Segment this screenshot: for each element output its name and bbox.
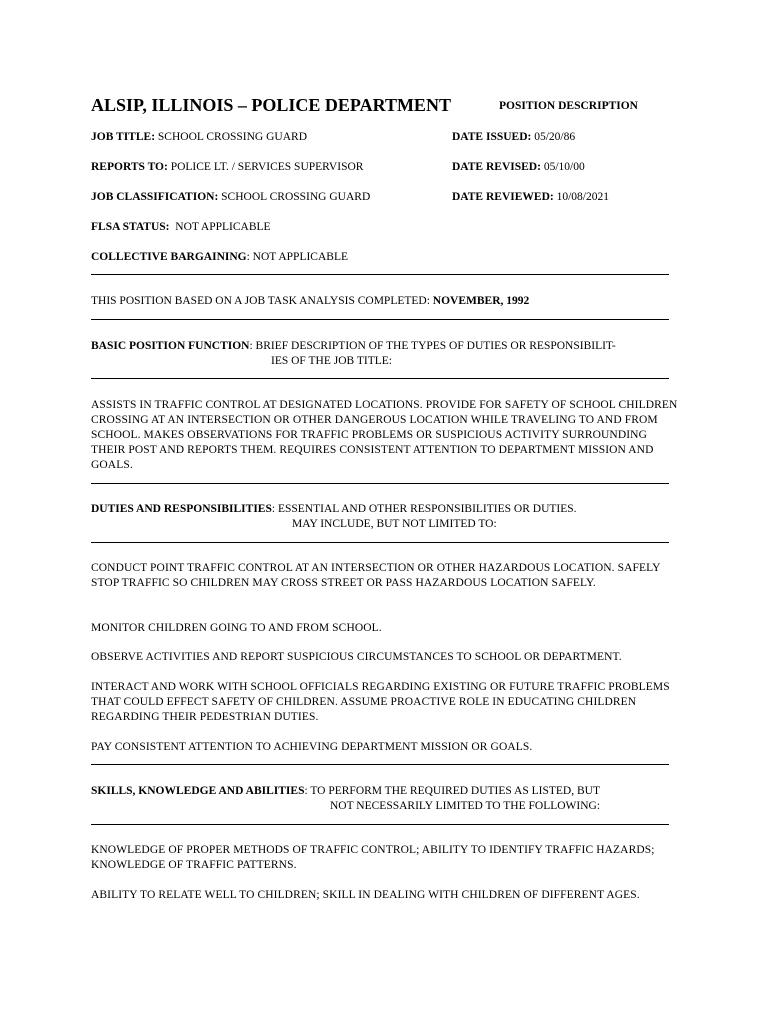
divider xyxy=(91,378,669,379)
job-title-field xyxy=(91,130,307,144)
collective-bargaining-field xyxy=(91,250,348,264)
list-item: OBSERVE ACTIVITIES AND REPORT SUSPICIOUS CIRCUMSTANCES TO SCHOOL OR DEPARTMENT. xyxy=(91,651,622,663)
list-item: MONITOR CHILDREN GOING TO AND FROM SCHOOL. xyxy=(91,622,382,634)
list-item: INTERACT AND WORK WITH SCHOOL OFFICIALS REGARDING EXISTING OR FUTURE TRAFFIC PROBLEMS THAT COULD EFFECT SAFETY OF CHILDREN. ASSUME PROACTIVE ROLE IN EDUCATING CHILDREN REGARDING THEIR PEDESTRIAN DUTIES. xyxy=(91,681,670,723)
document-type: POSITION DESCRIPTION xyxy=(499,100,638,112)
date-revised-field xyxy=(452,160,585,174)
divider xyxy=(91,483,669,484)
reports-to-label: REPORTS TO: xyxy=(91,161,168,173)
date-issued-label: DATE ISSUED: xyxy=(452,131,532,143)
basic-function-heading xyxy=(91,339,616,353)
task-analysis-text: THIS POSITION BASED ON A JOB TASK ANALYSIS COMPLETED: xyxy=(91,295,433,307)
flsa-status-value: NOT APPLICABLE xyxy=(169,221,271,233)
duties-heading xyxy=(91,502,577,516)
basic-function-description-cont: IES OF THE JOB TITLE: xyxy=(271,355,392,367)
skills-description-cont: NOT NECESSARILY LIMITED TO THE FOLLOWING: xyxy=(330,800,601,812)
skills-heading xyxy=(91,784,600,798)
task-analysis-date: NOVEMBER, 1992 xyxy=(432,295,530,307)
job-classification-field xyxy=(91,190,370,204)
list-item: CONDUCT POINT TRAFFIC CONTROL AT AN INTERSECTION OR OTHER HAZARDOUS LOCATION. SAFELY STOP TRAFFIC SO CHILDREN MAY CROSS STREET OR PASS HAZARDOUS LOCATION SAFELY. xyxy=(91,562,661,589)
date-reviewed-field xyxy=(452,190,609,204)
date-reviewed-value: 10/08/2021 xyxy=(553,191,609,203)
duties-description: : ESSENTIAL AND OTHER RESPONSIBILITIES OR DUTIES. xyxy=(271,503,577,515)
job-classification-label: JOB CLASSIFICATION: xyxy=(91,191,219,203)
date-revised-value: 05/10/00 xyxy=(540,161,585,173)
divider xyxy=(91,319,669,320)
job-title-label: JOB TITLE: xyxy=(91,131,156,143)
flsa-status-field xyxy=(91,220,271,234)
list-item: PAY CONSISTENT ATTENTION TO ACHIEVING DEPARTMENT MISSION OR GOALS. xyxy=(91,741,533,753)
list-item: KNOWLEDGE OF PROPER METHODS OF TRAFFIC CONTROL; ABILITY TO IDENTIFY TRAFFIC HAZARDS; KNOWLEDGE OF TRAFFIC PATTERNS. xyxy=(91,844,655,871)
collective-bargaining-value: : NOT APPLICABLE xyxy=(246,251,348,263)
job-classification-value: SCHOOL CROSSING GUARD xyxy=(218,191,371,203)
date-reviewed-label: DATE REVIEWED: xyxy=(452,191,554,203)
divider xyxy=(91,542,669,543)
list-item: ABILITY TO RELATE WELL TO CHILDREN; SKILL IN DEALING WITH CHILDREN OF DIFFERENT AGES. xyxy=(91,889,640,901)
skills-label: SKILLS, KNOWLEDGE AND ABILITIES xyxy=(91,785,305,797)
department-title: ALSIP, ILLINOIS – POLICE DEPARTMENT xyxy=(91,95,451,115)
reports-to-value: POLICE LT. / SERVICES SUPERVISOR xyxy=(167,161,364,173)
date-issued-field xyxy=(452,130,575,144)
duties-label: DUTIES AND RESPONSIBILITIES xyxy=(91,503,272,515)
divider xyxy=(91,274,669,275)
basic-function-body: ASSISTS IN TRAFFIC CONTROL AT DESIGNATED LOCATIONS. PROVIDE FOR SAFETY OF SCHOOL CHILDREN CROSSING AT AN INTERSECTION OR OTHER DANGEROUS LOCATION WHILE TRAVELING TO AND FROM SCHOOL. MAKES OBSERVATIONS FOR TRAFFIC PROBLEMS OR SUSPICIOUS ACTIVITY SURROUNDING THEIR POST AND REPORTS THEM. REQUIRES CONSISTENT ATTENTION TO DEPARTMENT MISSION AND GOALS. xyxy=(91,399,678,471)
date-issued-value: 05/20/86 xyxy=(531,131,576,143)
basic-function-description: : BRIEF DESCRIPTION OF THE TYPES OF DUTIES OR RESPONSIBILIT- xyxy=(249,340,616,352)
divider xyxy=(91,824,669,825)
collective-bargaining-label: COLLECTIVE BARGAINING xyxy=(91,251,247,263)
job-title-value: SCHOOL CROSSING GUARD xyxy=(155,131,308,143)
divider xyxy=(91,764,669,765)
task-analysis-line xyxy=(91,294,529,308)
basic-function-label: BASIC POSITION FUNCTION xyxy=(91,340,250,352)
reports-to-field xyxy=(91,160,363,174)
flsa-status-label: FLSA STATUS: xyxy=(91,221,170,233)
duties-description-cont: MAY INCLUDE, BUT NOT LIMITED TO: xyxy=(292,518,497,530)
date-revised-label: DATE REVISED: xyxy=(452,161,541,173)
skills-description: : TO PERFORM THE REQUIRED DUTIES AS LISTED, BUT xyxy=(304,785,600,797)
